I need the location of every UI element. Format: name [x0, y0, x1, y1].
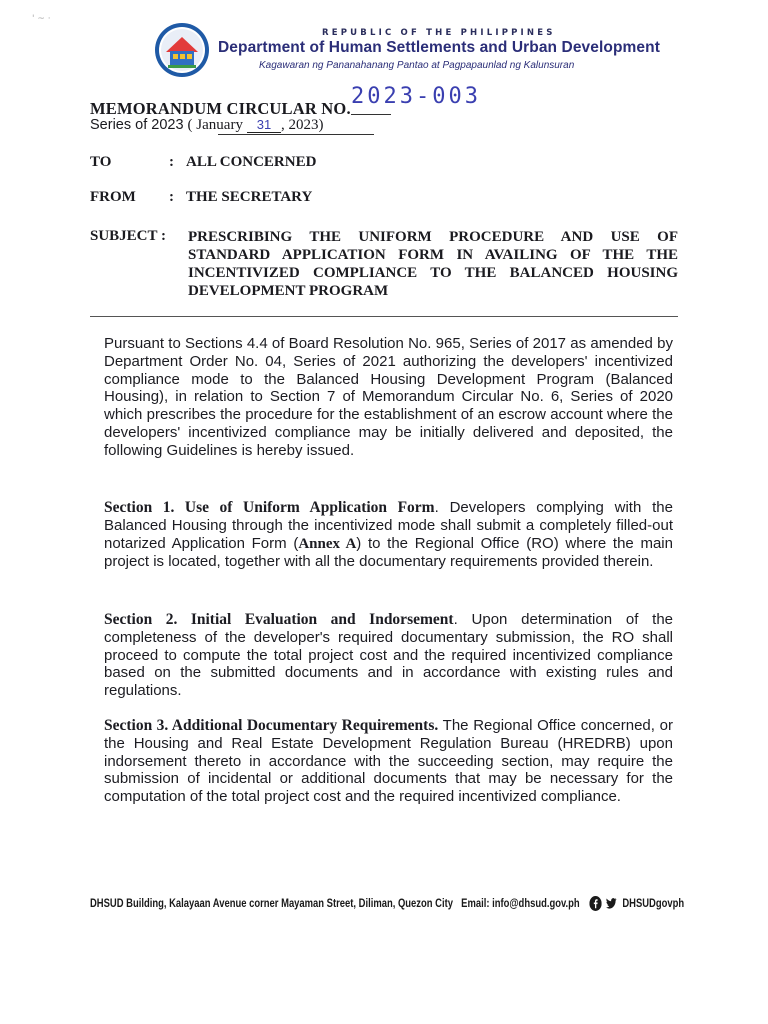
to-label: TO — [90, 154, 112, 170]
section-1-paragraph — [104, 499, 673, 571]
department-tagline: Kagawaran ng Pananahanang Pantao at Pagpapaunlad ng Kalunsuran — [259, 60, 575, 71]
section-3-title: Section 3. Additional Documentary Requirements. — [104, 717, 439, 734]
header-divider — [90, 316, 678, 317]
twitter-icon — [605, 896, 617, 911]
republic-heading: REPUBLIC OF THE PHILIPPINES — [322, 28, 556, 38]
memo-circular-label: MEMORANDUM CIRCULAR NO. — [90, 99, 351, 118]
intro-paragraph: Pursuant to Sections 4.4 of Board Resolution No. 965, Series of 2017 as amended by Department Order No. 04, Series of 2021 authorizing the developers' incentivized compliance mode to the Balanced Housing Development Program (Balanced Housing), in relation to Section 7 of Memorandum Circular No. 6, Series of 2020 which prescribes the procedure for the establishment of an escrow account where the developers' incentivized compliance may be initially delivered and deposited, the following Guidelines is hereby issued. — [104, 335, 673, 459]
date-underline — [218, 134, 374, 135]
date-open: ( January — [187, 117, 243, 133]
series-line — [90, 117, 323, 134]
section-2-text: . Upon determination of the completeness of the developer's required documentary submission, the RO shall proceed to compute the total project cost and the required incentivized compliance based on the submitted documents and in accordance with existing rules and regulations. — [104, 611, 674, 700]
from-label: FROM — [90, 189, 136, 205]
facebook-icon — [590, 896, 602, 911]
footer-address: DHSUD Building, Kalayaan Avenue corner Mayaman Street, Diliman, Quezon City — [90, 897, 453, 910]
memo-circular-number: 2023-003 — [351, 84, 481, 109]
from-colon: : — [169, 189, 174, 205]
footer-email: Email: info@dhsud.gov.ph — [461, 897, 580, 910]
date-day: 31 — [247, 117, 281, 133]
dhsud-seal-icon — [154, 22, 210, 78]
section-1-text-b: ) to the Regional Office (RO) where the main project is located, together with all the documentary requirements provided therein. — [104, 534, 673, 571]
from-value: THE SECRETARY — [186, 189, 313, 205]
footer-social-handle: DHSUDgovph — [622, 897, 685, 910]
section-2-paragraph — [104, 611, 673, 700]
subject-value: PRESCRIBING THE UNIFORM PROCEDURE AND USE OF STANDARD APPLICATION FORM IN AVAILING OF THE THE INCENTIVIZED COMPLIANCE TO THE BALANCED HOUSING DEVELOPMENT PROGRAM — [188, 229, 678, 299]
section-3-text: The Regional Office concerned, or the Housing and Real Estate Development Regulation Bureau (HREDRB) upon indorsement thereto in accordance with the succeeding section, may require the submission of incidental or additional documents that may be necessary for the computation of the total project cost and the required incentivized compliance. — [104, 717, 673, 806]
page-footer — [90, 896, 684, 911]
memo-number-underline — [351, 114, 391, 115]
section-1-text-a: . Developers complying with the Balanced Housing through the incentivized mode shall submit a completely filled-out notarized Application Form ( — [104, 499, 673, 552]
annex-a-reference: Annex A — [298, 535, 357, 552]
department-name: Department of Human Settlements and Urban Development — [218, 39, 660, 56]
to-value: ALL CONCERNED — [186, 154, 317, 170]
scan-mark: ' ~ · — [32, 14, 51, 24]
series-prefix: Series of 2023 — [90, 117, 184, 133]
section-2-title: Section 2. Initial Evaluation and Indorsement — [104, 611, 454, 628]
to-colon: : — [169, 154, 174, 170]
subject-label: SUBJECT : — [90, 228, 166, 244]
section-1-title: Section 1. Use of Uniform Application Form — [104, 499, 435, 516]
section-3-paragraph — [104, 717, 673, 806]
date-close: , 2023) — [280, 117, 324, 133]
